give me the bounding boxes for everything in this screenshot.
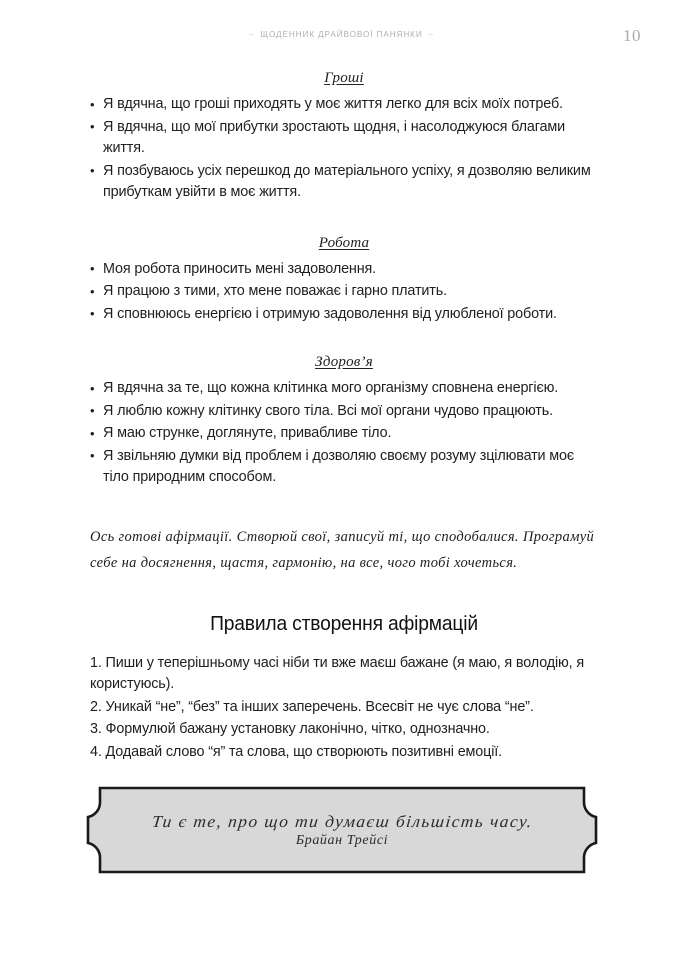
page-content xyxy=(90,70,598,764)
spacer xyxy=(90,205,598,235)
list-item xyxy=(90,423,598,445)
spacer xyxy=(90,636,598,653)
affirmation-list-work xyxy=(90,259,598,326)
list-item xyxy=(90,378,598,400)
bullet-icon: • xyxy=(90,96,95,112)
bullet-icon: • xyxy=(90,403,95,418)
section-money xyxy=(90,70,598,204)
page-number: 10 xyxy=(623,26,641,45)
section-title-health: Здоров’я xyxy=(315,354,373,370)
list-item-text: Я вдячна, що гроші приходять у моє життя легко для всіх моїх потреб. xyxy=(103,96,563,112)
section-title-money: Гроші xyxy=(324,70,364,86)
author-note: Ось готові афірмації. Створюй свої, записуй ті, що сподобалися. Програмуй себе на досягнення, щастя, гармонію, на все, чого тобі хочеться. xyxy=(90,528,595,571)
bullet-icon: • xyxy=(90,119,95,134)
spacer xyxy=(90,326,598,354)
affirmation-list-money xyxy=(90,94,598,204)
list-item xyxy=(90,259,598,281)
list-item-text: Я маю струнке, доглянуте, привабливе тіло. xyxy=(103,425,392,441)
list-item xyxy=(90,446,598,489)
bullet-icon: • xyxy=(90,283,95,299)
rules-heading: Правила створення афірмацій xyxy=(210,611,478,635)
section-health xyxy=(90,354,598,489)
list-item xyxy=(90,281,598,303)
list-item-text: Я звільняю думки від проблем і дозволяю своєму розуму зцілювати моє тіло природним способом. xyxy=(103,447,575,485)
list-item-text: Я люблю кожну клітинку свого тіла. Всі мої органи чудово працюють. xyxy=(103,402,553,419)
quote-author: Брайан Трейсі xyxy=(295,833,389,848)
bullet-icon: • xyxy=(90,261,95,276)
bullet-icon: • xyxy=(90,448,95,463)
running-head-dash-right: – xyxy=(428,30,434,39)
spacer xyxy=(90,490,598,524)
list-item xyxy=(90,304,598,326)
list-item-text: Моя робота приносить мені задоволення. xyxy=(103,260,377,277)
list-item xyxy=(90,117,598,160)
spacer xyxy=(90,576,598,612)
quote-plaque xyxy=(86,786,598,874)
list-item: 4. Додавай слово “я” та слова, що створюють позитивні емоції. xyxy=(90,743,502,760)
list-item xyxy=(90,401,598,423)
list-item: 3. Формулюй бажану установку лаконічно, чітко, однозначно. xyxy=(90,721,490,737)
list-item xyxy=(90,94,598,116)
list-item-text: Я вдячна, що мої прибутки зростають щодня, і насолоджуюся благами життя. xyxy=(103,118,565,156)
running-head xyxy=(0,30,683,39)
list-item-text: Я сповнююсь енергією і отримую задоволення від улюбленої роботи. xyxy=(103,305,557,322)
quote-text: Ти є те, про що ти думаєш більшість часу. xyxy=(150,811,534,831)
bullet-icon: • xyxy=(90,306,95,321)
list-item-text: Я працюю з тими, хто мене поважає і гарно платить. xyxy=(103,283,447,299)
rules-list xyxy=(90,653,598,764)
bullet-icon: • xyxy=(90,425,95,441)
running-head-dash-left: – xyxy=(249,30,255,39)
section-work xyxy=(90,235,598,326)
list-item: 2. Уникай “не”, “без” та інших заперечень. Всесвіт не чує слова “не”. xyxy=(90,698,534,715)
plaque-shape-icon xyxy=(86,786,598,874)
bullet-icon: • xyxy=(90,163,95,178)
list-item-text: Я позбуваюсь усіх перешкод до матеріального успіху, я дозволяю великим прибуткам увійти в моє життя. xyxy=(103,162,591,200)
running-head-title: ЩОДЕННИК ДРАЙВОВОЇ ПАНЯНКИ xyxy=(260,30,423,39)
list-item: 1. Пиши у теперішньому часі ніби ти вже маєш бажане (я маю, я володію, я користуюсь). xyxy=(90,654,585,692)
list-item xyxy=(90,161,598,204)
affirmation-list-health xyxy=(90,378,598,489)
list-item-text: Я вдячна за те, що кожна клітинка мого організму сповнена енергією. xyxy=(103,380,559,396)
section-title-work: Робота xyxy=(318,234,370,251)
bullet-icon: • xyxy=(90,380,95,396)
